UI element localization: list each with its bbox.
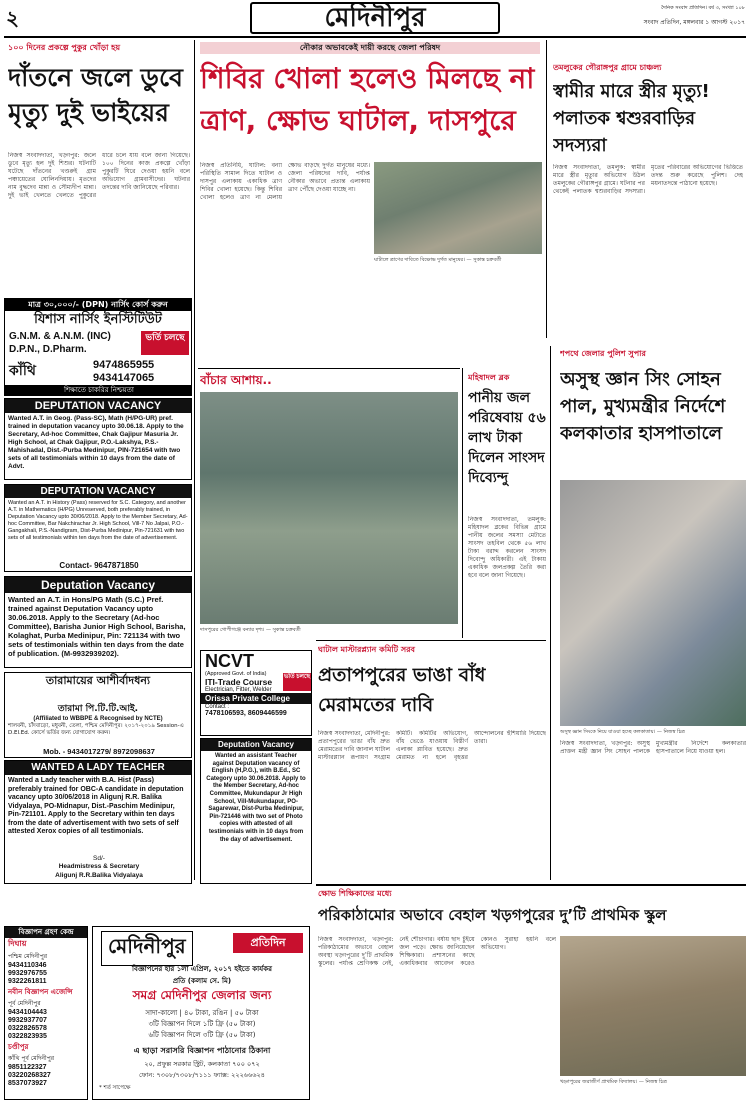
story7-rule	[316, 640, 546, 641]
ad-teacher-sign1: Sd/-	[93, 855, 105, 862]
ad-nursing-courses2: D.P.N., D.Pharm.	[9, 344, 87, 355]
ad-dep4-body: Wanted an assistant Teacher against Deputation vacancy of English (H,P.G.), with B.Ed., SC Category upto 30.06.2018. Apply to the Member Secretary, Ad-hoc Committee, Mukundapur Jr High School, Vill-Mukundapur, PO-Sagarewar, Dist-Purba Medinipur, Pin-721446 with two set of Photo copies with attested of all testimonials with in 10 days from the day of advertisement.	[206, 753, 306, 843]
ad-medinipur-line6: ৬টি বিজ্ঞাপন দিলে ৩টি ফ্রি (৫০ টাকা)	[148, 1031, 256, 1039]
col-rule-1	[194, 40, 195, 880]
story6-body: নিজস্ব সংবাদদাতা, খড়্গপুর: অসুস্থ প্রাক্তন মন্ত্রী জ্ঞান সিং সোহন পালকে মুখ্যমন্ত্রীর নির্দেশে কলকাতার হাসপাতালে নিয়ে যাওয়া হল।	[560, 740, 746, 755]
date-line: সংবাদ প্রতিদিন, মঙ্গলবার ১ আগস্ট ২০১৭	[643, 19, 745, 26]
ad-dep4-title: Deputation Vacancy	[201, 739, 311, 751]
ad-teacher-title: WANTED A LADY TEACHER	[5, 761, 191, 775]
ad-branches-b3: চণ্ডীপুর	[8, 1043, 29, 1051]
ad-branches-b1p: 9434110346 9932976755 9322261811	[8, 962, 47, 985]
story8-photo	[560, 936, 746, 1076]
ad-medinipur-line5: ৩টি বিজ্ঞাপন দিলে ১টি ফ্রি (৫০ টাকা)	[148, 1020, 256, 1028]
story7-kicker: ঘাটাল মাস্টারপ্ল্যান কমিটি সরব	[318, 645, 415, 654]
story8-kicker: ক্ষোভ শিক্ষিকাদের মধ্যে	[318, 889, 392, 898]
story1-headline: দাঁতনে জলে ডুবে মৃত্যু দুই ভাইয়ের	[8, 63, 183, 127]
ad-dep1-body: Wanted A.T. in Geog. (Pass-SC), Math (H/PG-UR) pref. trained in deputation vacancy upto 30.06.18. Apply to the Secretary, Ad-hoc Committee, Chak Gajipur Masuria Jr. High School, at Chak Gajipur, P.O.-Lakshya, P.S.-Mahishadal, Dist.-Purba Medinipur, PIN-721654 with two sets of all testimonials within 10 days from the date of Advt.	[8, 415, 184, 470]
ad-nursing-phone1: 9474865955	[93, 359, 155, 371]
ad-nursing-footer: শিক্ষাতে চাকরির নিশ্চয়তা	[5, 385, 192, 395]
story6-caption: অসুস্থ জ্ঞান সিংকে নিয়ে যাওয়া হচ্ছে কলকাতায়। — নিজস্ব চিত্র	[560, 729, 685, 735]
col-rule-3	[462, 368, 463, 638]
story8-headline: পরিকাঠামোর অভাবে বেহাল খড়গপুরের দু’টি প্রাথমিক স্কুল	[318, 906, 667, 924]
ad-medinipur-line3: সমগ্র মেদিনীপুর জেলার জন্য	[132, 988, 272, 1002]
story2-body: নিজস্ব প্রতিনিধি, ঘাটাল: বন্যা পরিস্থিতি সামাল দিতে ঘাটাল ও দাসপুর এলাকায় একাধিক ত্রাণ শিবির খোলা হয়েছে। কিন্তু শিবির খোলা হলেও ত্রাণ না মেলায় ক্ষোভ বাড়ছে দুর্গত মানুষের মধ্যে। জেলা পরিষদের দাবি, পর্যাপ্ত নৌকার অভাবে প্রত্যন্ত এলাকায় ত্রাণ পৌঁছে দেওয়া যাচ্ছে না।	[200, 162, 370, 201]
story1-body: নিজস্ব সংবাদদাতা, খড়্গপুর: জলে ডুবে মৃত্যু হল দুই শিশুর। ঘটনাটি ঘটেছে দাঁতনের খণ্ডরুই গ্রাম পঞ্চায়েতের ঘোলিনদিয়ায়। মৃতদের নাম বুদ্ধদেব মান্না ও সৌম্যদীপ মান্না। দুই ভাই খেলতে খেলতে পুকুরের ধারে চলে যায় বলে জানা গিয়েছে। ১০০ দিনের কাজ প্রকল্পে খোঁড়া পুকুরটি ঘিরে দেওয়া হয়নি বলে অভিযোগ গ্রামবাসীদের। ঘটনার তদন্তের দাবি জানিয়েছে পরিবার।	[8, 152, 190, 199]
ad-medinipur-line4: সাদা-কালো | ৪০ টাকা, রঙিন | ৫০ টাকা	[145, 1009, 259, 1017]
story8-body: নিজস্ব সংবাদদাতা, খড়্গপুর: পরিকাঠামোর অভাবে বেহাল অবস্থা খড়্গপুরের দু’টি প্রাথমিক স্কুলের। পর্যাপ্ত শ্রেণিকক্ষ নেই, নেই শৌচাগার। বর্ষায় ছাদ চুঁইয়ে জল পড়ে। ক্ষোভ জানিয়েছেন শিক্ষিকারা। প্রশাসনের কাছে একাধিকবার আবেদন করেও কোনও সুরাহা হয়নি বলে অভিযোগ।	[318, 936, 556, 967]
ad-dep3-body: Wanted an A.T. in Hons/PG Math (S.C.) Pref. trained against Deputation Vacancy upto 30.06.2018. Apply to the Secretary (Ad-hoc Committee), Barisha Junior High School, Barisha, Kolaghat, Purba Medinipur, Pin: 721134 with two sets of testimonials within ten days from the date of publication. (M-9932939202).	[8, 595, 186, 658]
col-rule-4	[550, 346, 551, 880]
edition-line: দৈনিক সংবাদ প্রতিদিন। বর্ষ ৩, সংখ্যা ১০৮	[661, 5, 745, 11]
story1-kicker: ১০০ দিনের প্রকল্পে পুকুর খোঁড়া হয়	[8, 43, 121, 52]
story3-headline: স্বামীর মারে স্ত্রীর মৃত্যু! পলাতক শ্বশুরবাড়ির সদস্যরা	[553, 81, 710, 156]
ad-medinipur-line9: ফোন: ৭৩০৮/৭৩০৮/৭১১১ ফ্যাক্স: ২২২৬৬৬২৪	[139, 1071, 265, 1079]
story3-body: নিজস্ব সংবাদদাতা, তমলুক: স্বামীর মারে স্ত্রীর মৃত্যুর অভিযোগ উঠল তমলুকের গৌরাঙ্গপুর গ্রামে। ঘটনার পর থেকেই পলাতক শ্বশুরবাড়ির সদস্যরা। মৃতের পরিবারের অভিযোগের ভিত্তিতে তদন্ত শুরু করেছে পুলিশ। দেহ ময়নাতদন্তে পাঠানো হয়েছে।	[553, 164, 743, 195]
ad-teacher-body: Wanted a Lady teacher with B.A. Hist (Pass) preferably trained for OBC-A candidate in deputation vacancy upto 30/06/2018 in Aligunj R.R. Balika Vidyalaya, PO-Midnapur, Dist.-Paschim Medinipur, Pin-721101. Apply to the Secretary within ten days from the date of advertisement with two sets of self attested Xerox copies of all testimonials.	[8, 777, 184, 835]
ad-medinipur-partner: প্রতিদিন	[233, 933, 303, 953]
story5-body: নিজস্ব সংবাদদাতা, তমলুক: মহিষাদল ব্লকের বিভিন্ন গ্রামে পানীয় জলের সমস্যা মেটাতে সাংসদ তহবিল থেকে ৫৬ লাখ টাকা বরাদ্দ করলেন সাংসদ দিব্যেন্দু অধিকারী। এই টাকায় একাধিক জলপ্রকল্প তৈরি করা হবে বলে জানা গিয়েছে।	[468, 516, 546, 579]
ad-branches-b3a: কাঁথি পূর্ব মেদিনীপুর	[8, 1055, 55, 1062]
ad-dep1-title: DEPUTATION VACANCY	[5, 399, 191, 413]
story2-photo	[374, 162, 542, 254]
ad-medinipur-line7: এ ছাড়া সরাসরি বিজ্ঞাপন পাঠানোর ঠিকানা	[133, 1046, 271, 1055]
story2-headline: শিবির খোলা হলেও মিলছে না ত্রাণ, ক্ষোভ ঘাটাল, দাসপুরে	[200, 62, 535, 137]
ad-ncvt-phone: 7478106593, 8609446599	[205, 710, 287, 717]
story2-caption: ঘাটালে ত্রাণের দাবিতে বিক্ষোভ দুর্গত মানুষের। — সুকান্ত চক্রবর্তী	[374, 257, 502, 263]
ad-nursing-courses: G.N.M. & A.N.M. (INC)	[9, 331, 111, 342]
ad-ncvt-line2: Electrician, Fitter, Welder	[205, 687, 272, 693]
ad-deputation-2[interactable]	[4, 484, 192, 572]
ad-branches-b2: নবীন বিজ্ঞাপন এজেন্সি	[8, 988, 73, 996]
ad-nursing-place: কাঁথি	[9, 363, 36, 379]
ad-dep2-contact: Contact- 9647871850	[59, 561, 139, 570]
ad-ncvt-approval: (Approved Govt. of India)	[205, 671, 267, 677]
ad-tarama-name: তারামা পি.টি.টি.আই.	[57, 704, 139, 714]
ad-nursing-badge: ভর্তি চলছে	[141, 331, 189, 355]
ad-tarama-title: তারামায়ের আশীর্বাদধন্য	[45, 674, 151, 687]
ad-nursing[interactable]	[4, 298, 192, 396]
story4-photo	[200, 392, 458, 624]
story3-kicker: তমলুকের গৌরাঙ্গপুর গ্রামে চাঞ্চল্য	[553, 63, 662, 72]
ad-ncvt-line1: ITI-Trade Course	[205, 677, 273, 687]
story4-caption: দাসপুরের গোপীগঞ্জে বন্যার দৃশ্য। — সুকান্ত চক্রবর্তী	[200, 627, 301, 633]
story7-headline: প্রতাপপুরের ভাঙা বাঁধ মেরামতের দাবি	[318, 664, 486, 716]
story8-rule	[316, 884, 746, 886]
ad-medinipur-line2: প্রতি (কলাম সে. মি)	[172, 977, 232, 985]
ad-lady-teacher[interactable]	[4, 760, 192, 884]
story8-caption: খড়্গপুরের জরাজীর্ণ প্রাথমিক বিদ্যালয়। — নিজস্ব চিত্র	[560, 1079, 667, 1085]
ad-ncvt-title: NCVT	[205, 651, 254, 671]
ad-medinipur-line1: বিজ্ঞাপনের হার ১লা এপ্রিল, ২০১৭ হইতে কার্যকর	[132, 965, 272, 973]
ad-medinipur-note: * শর্ত সাপেক্ষে	[99, 1085, 131, 1091]
ad-medinipur-line8: ২০, প্রফুল্ল সরকার স্ট্রিট, কলকাতা ৭০০ ০৭২	[144, 1060, 260, 1068]
ad-ncvt-badge: ভর্তি চলছে	[283, 673, 311, 691]
ad-tarama-body: শালবনী, চাঁদবাড়ো, মধুবনী, তেলা, পশ্চিম মেদিনীপুর। ২০১৭-২০১৯ Session-এ D.El.Ed. কোর্সে ভর্তির জন্য যোগাযোগ করুন।	[8, 723, 184, 736]
ad-nursing-name: যিশাস নার্সিং ইনস্টিটিউট	[34, 312, 162, 327]
story4-kicker: বাঁচার আশায়..	[200, 373, 272, 387]
story6-photo	[560, 480, 746, 726]
ad-medinipur-brand: মেদিনীপুর	[101, 931, 193, 966]
ad-deputation-1[interactable]	[4, 398, 192, 480]
ad-tarama-mob: Mob. - 9434017279/ 8972098637	[43, 747, 155, 756]
story5-kicker: মহিষাদল ব্লক	[468, 373, 510, 382]
ad-ncvt-line3: Orissa Private College	[201, 693, 311, 704]
col-rule-2	[546, 40, 547, 338]
story6-kicker: শপথে জেলার পুলিশ সুপার	[560, 349, 646, 358]
ad-deputation-3[interactable]	[4, 576, 192, 668]
page-number: ২	[6, 6, 20, 30]
ad-tarama-affil: (Affiliated to WBBPE & Recognised by NCTE)	[33, 716, 163, 722]
ad-dep2-body: Wanted an A.T. in History (Pass) reserved for S.C. Category, and another A.T. in Mathematics (H/PG) Unreserved, both preferably trained, in Deputation Vacancy upto 30/06/2018. Apply to the Member Secretary, Ad-hoc Committee, Bar Nakchirachar Jr. High School, Vill-7 No Jalpai, P.O.-Gangakhali, P.S.-Nandigram, Dist-Purba Medinipur, Pin-721631 with two sets of all testimonials within ten days from the date of advertisement.	[8, 500, 188, 541]
ad-ncvt-contact: Contact :	[205, 704, 230, 710]
ad-branches-b3p: 9851122327 03220268327 8537073927	[8, 1064, 51, 1087]
ad-branches-b2p: 9434104443 9932937707 0322826578 0322823935	[8, 1009, 47, 1040]
ad-teacher-sign3: Aligunj R.R.Balika Vidyalaya	[55, 872, 143, 879]
ad-deputation-4[interactable]	[200, 738, 312, 884]
masthead: মেদিনীপুর	[250, 2, 500, 34]
story5-headline: পানীয় জল পরিষেবায় ৫৬ লাখ টাকা দিলেন সাংসদ দিব্যেন্দু	[468, 390, 546, 486]
ad-dep2-title: DEPUTATION VACANCY	[5, 485, 191, 498]
ad-branches[interactable]	[4, 926, 88, 1100]
ad-branches-title: বিজ্ঞাপন গ্রহণ কেন্দ্র	[5, 927, 87, 938]
ad-branches-b1: দিঘায়	[8, 939, 27, 948]
ad-tarama[interactable]	[4, 672, 192, 758]
story7-body: নিজস্ব সংবাদদাতা, মেদিনীপুর: প্রতাপপুরের ভাঙা বাঁধ দ্রুত মেরামতের দাবি জানাল ঘাটাল মাস্টারপ্ল্যান রূপায়ণ সংগ্রাম কমিটি। কমিটির অভিযোগ, বাঁধ ভেঙে যাওয়ায় বিস্তীর্ণ এলাকা প্লাবিত হয়েছে। দ্রুত মেরামত না হলে বৃহত্তর আন্দোলনের হুঁশিয়ারি দিয়েছে তারা।	[318, 730, 546, 761]
ad-dep3-title: Deputation Vacancy	[5, 577, 191, 593]
ad-nursing-top: মাত্র ৩০,০০০/- (DPN) নার্সিং কোর্স করুন	[5, 299, 191, 311]
ad-ncvt[interactable]	[200, 650, 312, 736]
ad-branches-b2a: পূর্ব মেদিনীপুর	[8, 1000, 41, 1007]
ad-medinipur-rates[interactable]	[92, 926, 310, 1100]
story2-kicker: নৌকার অভাবকেই দায়ী করছে জেলা পরিষদ	[200, 42, 540, 54]
story6-headline: অসুস্থ জ্ঞান সিং সোহন পাল, মুখ্যমন্ত্রীর নির্দেশে কলকাতার হাসপাতালে	[560, 369, 726, 444]
ad-teacher-sign2: Headmistress & Secretary	[58, 863, 140, 870]
story4-rule	[198, 368, 460, 369]
ad-branches-b1a: পশ্চিম মেদিনীপুর	[8, 953, 48, 960]
ad-nursing-phone2: 9434147065	[93, 372, 155, 384]
header-rule	[4, 36, 746, 38]
